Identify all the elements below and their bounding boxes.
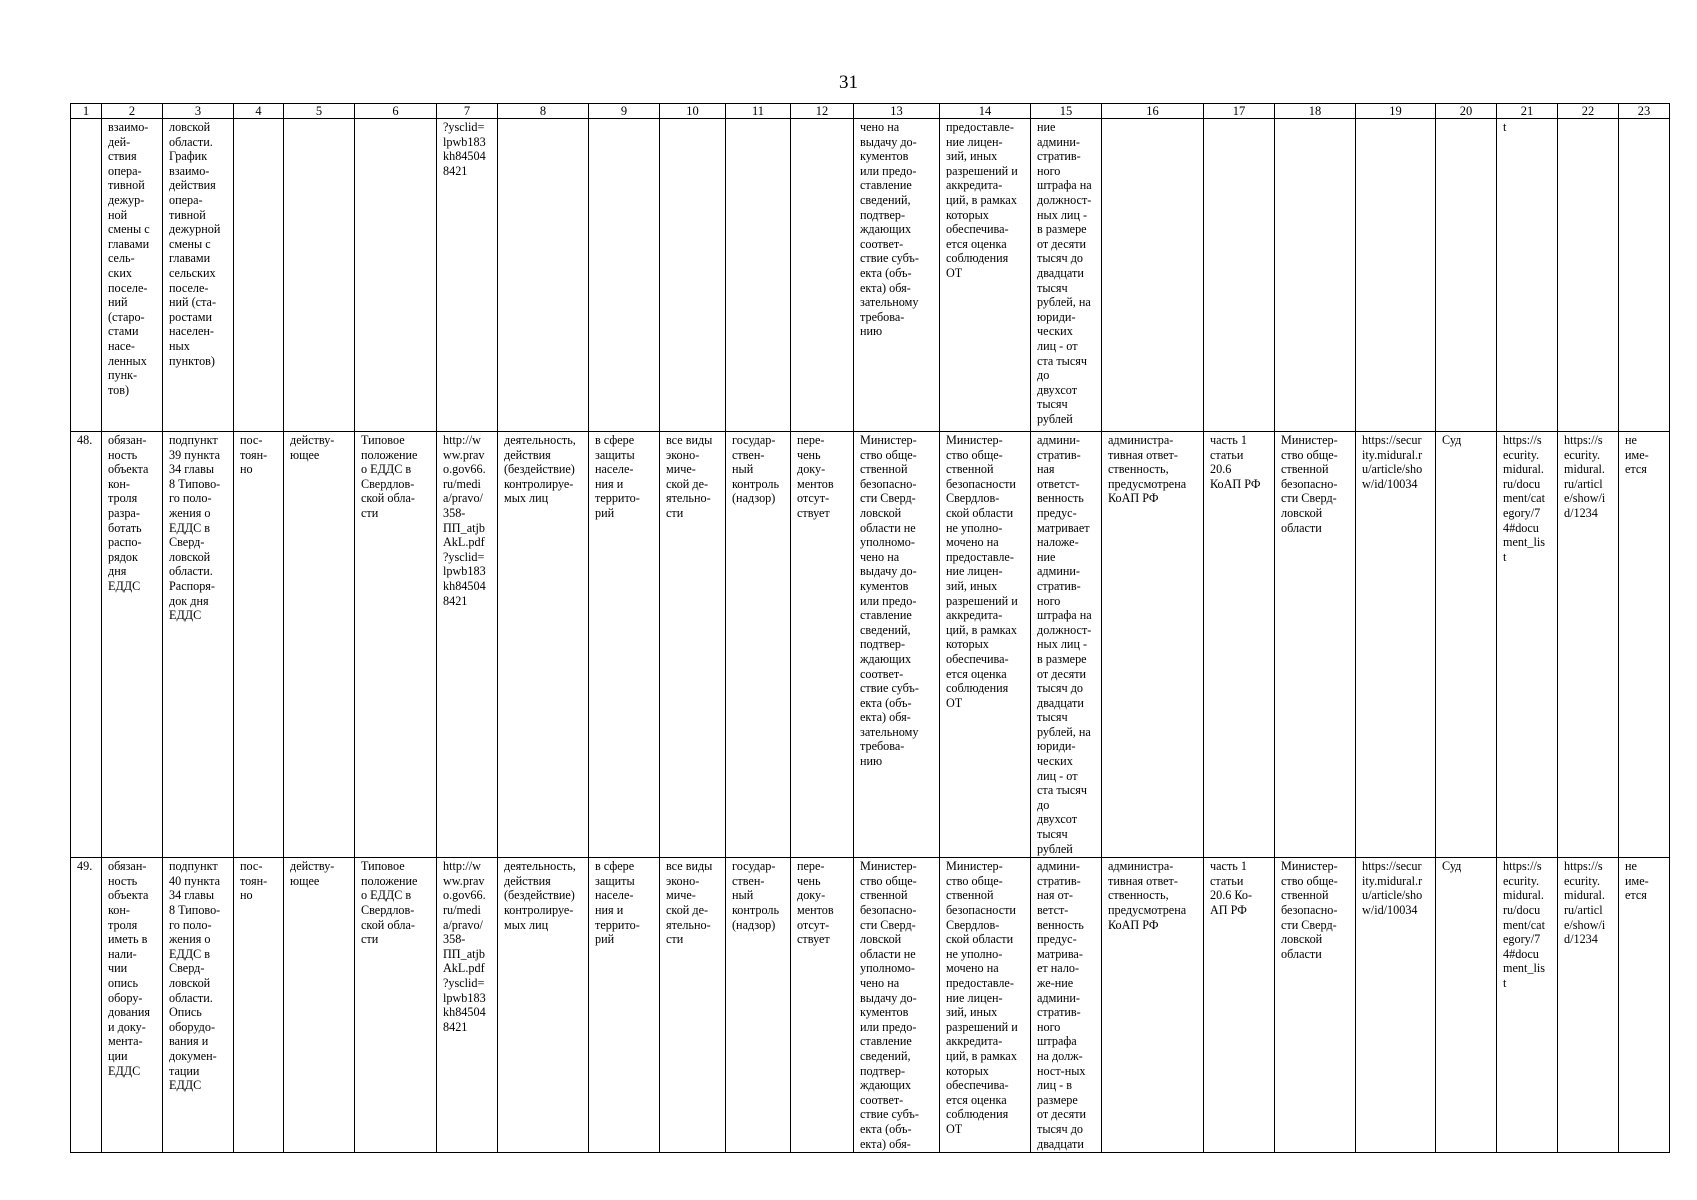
table-cell [589, 119, 660, 432]
cell-text: Суд [1442, 433, 1462, 447]
column-header: 23 [1619, 104, 1670, 119]
column-header: 3 [163, 104, 234, 119]
cell-text: предоставле- ние лицен- зий, иных разрешений и аккредита- ций, в рамках которых обеспечива- ется оценка соблюдения ОТ [946, 120, 1018, 280]
header-row [71, 104, 1670, 119]
row-number: 49. [77, 859, 93, 874]
cell-text: действу- ющее [290, 859, 335, 888]
cell-text: в сфере защиты населе- ния и террито- рий [595, 859, 640, 947]
column-header: 20 [1436, 104, 1497, 119]
table-cell [854, 119, 940, 432]
column-header: 4 [234, 104, 284, 119]
cell-text: все виды эконо- миче- ской де- ятельно- сти [666, 859, 713, 947]
cell-text: Министер- ство обще- ственной безопасно- сти Сверд- ловской области [1281, 859, 1338, 961]
cell-text: Министер- ство обще- ственной безопасно- сти Сверд- ловской области не уполномо- чено на выдачу до- кументов или предо- ставление сведений, подтвер- ждающих соответ- ствие субъ- екта (объ- екта) обя- [860, 859, 919, 1151]
table-cell [1436, 432, 1497, 858]
table-cell [437, 432, 498, 858]
table-cell [1275, 432, 1356, 858]
table-cell [163, 432, 234, 858]
cell-text: пос- тоян- но [240, 433, 268, 477]
table-cell [854, 858, 940, 1153]
column-header: 5 [284, 104, 355, 119]
cell-text: админи- стратив- ная от- ветст- венность предус- матрива- ет нало- же-ние админи- стратив- ного штрафа на долж- ност-ных лиц - в размере от десяти тысяч до двадцати [1037, 859, 1087, 1151]
cell-text: администра- тивная ответ- ственность, предусмотрена КоАП РФ [1108, 433, 1187, 506]
cell-text: пере- чень доку- ментов отсут- ствует [797, 433, 834, 520]
table-cell [1558, 119, 1619, 432]
cell-text: не име- ется [1625, 859, 1649, 903]
table-cell [660, 119, 726, 432]
table-cell [102, 432, 163, 858]
link-text: https://secur ity.midural.r u/article/sho w/id/10034 [1362, 433, 1423, 491]
table-row [71, 119, 1670, 432]
cell-text: взаимо- дей- ствия опера- тивной дежур- ной смены с главами сель- ских поселе- ний (старо- стами насе- ленных пунк- тов) [108, 120, 150, 397]
column-header: 15 [1031, 104, 1102, 119]
table-cell [498, 119, 589, 432]
column-header: 12 [791, 104, 854, 119]
table-cell [234, 858, 284, 1153]
table-cell [589, 432, 660, 858]
column-header: 6 [355, 104, 437, 119]
table-cell [284, 858, 355, 1153]
table-cell [284, 432, 355, 858]
cell-text: t [1503, 120, 1507, 134]
table-cell [1619, 432, 1670, 858]
table-cell [1619, 119, 1670, 432]
table-cell [284, 119, 355, 432]
cell-text: Типовое положение о ЕДДС в Свердлов- ской обла- сти [361, 433, 418, 520]
table-cell [1204, 119, 1275, 432]
table-cell [71, 119, 102, 432]
table-cell [1558, 858, 1619, 1153]
table-cell [940, 858, 1031, 1153]
table-cell [355, 858, 437, 1153]
table-row [71, 432, 1670, 858]
row-number: 48. [77, 433, 93, 447]
table-cell [1204, 432, 1275, 858]
page-number: 31 [839, 72, 858, 93]
table-cell [1436, 858, 1497, 1153]
cell-text: деятельность, действия (бездействие) контролируе- мых лиц [504, 433, 576, 506]
table-cell [355, 119, 437, 432]
column-header: 22 [1558, 104, 1619, 119]
column-header: 11 [726, 104, 791, 119]
table-cell [498, 858, 589, 1153]
table-cell [234, 432, 284, 858]
table-cell [71, 858, 102, 1153]
cell-text: Министер- ство обще- ственной безопасно- сти Сверд- ловской области [1281, 433, 1338, 535]
table-cell [726, 119, 791, 432]
link-text: https://s ecurity. midural. ru/articl e/show/i d/1234 [1564, 433, 1606, 520]
cell-text: часть 1 статьи 20.6 КоАП РФ [1210, 433, 1261, 491]
column-header: 8 [498, 104, 589, 119]
data-table [70, 103, 1670, 1153]
column-header: 13 [854, 104, 940, 119]
table-cell [355, 432, 437, 858]
table-cell [1497, 119, 1558, 432]
column-header: 9 [589, 104, 660, 119]
table-cell [791, 858, 854, 1153]
table-cell [437, 119, 498, 432]
table-cell [1619, 858, 1670, 1153]
cell-text: подпункт 39 пункта 34 главы 8 Типово- го поло- жения о ЕДДС в Сверд- ловской области. Распоря- док дня ЕДДС [169, 433, 221, 623]
table-cell [102, 858, 163, 1153]
link-text: http://w ww.prav o.gov66. ru/medi a/pravo/ 358- ПП_atjb AkL.pdf ?ysclid= lpwb183 kh84504 8421 [443, 859, 486, 1034]
table-cell [1356, 119, 1436, 432]
cell-text: Суд [1442, 859, 1462, 874]
column-header: 7 [437, 104, 498, 119]
cell-text: админи- стратив- ная ответст- венность предус- матривает наложе- ние админи- стратив- ного штрафа на должност- ных лиц - в размере от десяти тысяч до двадцати тысяч рублей, на юриди- ческих лиц - от ста тысяч до двухсот тысяч рублей [1037, 433, 1092, 856]
cell-text: не име- ется [1625, 433, 1649, 477]
column-header: 18 [1275, 104, 1356, 119]
link-text: https://s ecurity. midural. ru/docu ment/cat egory/7 4#docu ment_lis t [1503, 859, 1545, 990]
table-cell [791, 119, 854, 432]
cell-text: Министер- ство обще- ственной безопасности Свердлов- ской области не уполно- мочено на предоставле- ние лицен- зий, иных разрешений и аккредита- ций, в рамках которых обеспечива- ется оценка соблюдения ОТ [946, 433, 1018, 710]
cell-text: ?ysclid= lpwb183 kh84504 8421 [443, 120, 486, 178]
cell-text: обязан- ность объекта кон- троля иметь в нали- чии опись обору- дования и доку- мента- ции ЕДДС [108, 859, 150, 1078]
table-cell [1102, 858, 1204, 1153]
link-text: https://s ecurity. midural. ru/articl e/show/i d/1234 [1564, 859, 1606, 947]
column-header: 2 [102, 104, 163, 119]
column-header: 1 [71, 104, 102, 119]
column-header: 14 [940, 104, 1031, 119]
cell-text: действу- ющее [290, 433, 335, 462]
table-cell [1436, 119, 1497, 432]
table-cell [1031, 858, 1102, 1153]
table-cell [102, 119, 163, 432]
table-cell [1275, 119, 1356, 432]
column-header: 10 [660, 104, 726, 119]
cell-text: подпункт 40 пункта 34 главы 8 Типово- го поло- жения о ЕДДС в Сверд- ловской области. Опись оборудо- вания и докумен- тации ЕДДС [169, 859, 221, 1093]
cell-text: обязан- ность объекта кон- троля разра- ботать распо- рядок дня ЕДДС [108, 433, 149, 593]
table-cell [726, 432, 791, 858]
cell-text: деятельность, действия (бездействие) контролируе- мых лиц [504, 859, 576, 932]
table-cell [726, 858, 791, 1153]
table-cell [660, 432, 726, 858]
column-header: 17 [1204, 104, 1275, 119]
table-cell [163, 119, 234, 432]
link-text: http://w ww.prav o.gov66. ru/medi a/pravo/ 358- ПП_atjb AkL.pdf ?ysclid= lpwb183 kh84504 8421 [443, 433, 486, 608]
cell-text: чено на выдачу до- кументов или предо- ставление сведений, подтвер- ждающих соответ- ствие субъ- екта (объ- екта) обя- зательному требова- нию [860, 120, 919, 339]
table-cell [589, 858, 660, 1153]
cell-text: пос- тоян- но [240, 859, 268, 903]
table-cell [1275, 858, 1356, 1153]
table-cell [498, 432, 589, 858]
table-cell [71, 432, 102, 858]
table-cell [1204, 858, 1275, 1153]
table-cell [1102, 119, 1204, 432]
table-cell [854, 432, 940, 858]
cell-text: государ- ствен- ный контроль (надзор) [732, 859, 780, 932]
table-cell [940, 119, 1031, 432]
table-cell [163, 858, 234, 1153]
table-cell [1031, 432, 1102, 858]
cell-text: ние админи- стратив- ного штрафа на должност- ных лиц - в размере от десяти тысяч до двадцати тысяч рублей, на юриди- ческих лиц - от ста тысяч до двухсот тысяч рублей [1037, 120, 1092, 426]
table-cell [1356, 858, 1436, 1153]
cell-text: ловской области. График взаимо- действия опера- тивной дежурной смены с главами сельских поселе- ний (ста- ростами населен- ных пунктов) [169, 120, 221, 368]
table-cell [437, 858, 498, 1153]
cell-text: пере- чень доку- ментов отсут- ствует [797, 859, 834, 947]
table-cell [1102, 432, 1204, 858]
table-cell [1031, 119, 1102, 432]
table-cell [1558, 432, 1619, 858]
table-cell [791, 432, 854, 858]
link-text: https://secur ity.midural.r u/article/sho w/id/10034 [1362, 859, 1423, 917]
cell-text: Министер- ство обще- ственной безопасности Свердлов- ской области не уполно- мочено на предоставле- ние лицен- зий, иных разрешений и аккредита- ций, в рамках которых обеспечива- ется оценка соблюдения ОТ [946, 859, 1018, 1136]
table-cell [234, 119, 284, 432]
cell-text: все виды эконо- миче- ской де- ятельно- сти [666, 433, 713, 520]
link-text: https://s ecurity. midural. ru/docu ment/cat egory/7 4#docu ment_lis t [1503, 433, 1545, 564]
cell-text: часть 1 статьи 20.6 Ко- АП РФ [1210, 859, 1253, 917]
column-header: 19 [1356, 104, 1436, 119]
cell-text: государ- ствен- ный контроль (надзор) [732, 433, 780, 506]
cell-text: Министер- ство обще- ственной безопасно- сти Сверд- ловской области не уполномо- чено на выдачу до- кументов или предо- ставление сведений, подтвер- ждающих соответ- ствие субъ- екта (объ- екта) обя- зательному требова- нию [860, 433, 919, 769]
column-header: 21 [1497, 104, 1558, 119]
table-cell [660, 858, 726, 1153]
table-cell [1356, 432, 1436, 858]
column-header: 16 [1102, 104, 1204, 119]
cell-text: администра- тивная ответ- ственность, предусмотрена КоАП РФ [1108, 859, 1187, 932]
table-row [71, 858, 1670, 1153]
cell-text: в сфере защиты населе- ния и террито- рий [595, 433, 640, 520]
table-cell [1497, 858, 1558, 1153]
table-cell [1497, 432, 1558, 858]
table-cell [940, 432, 1031, 858]
cell-text: Типовое положение о ЕДДС в Свердлов- ской обла- сти [361, 859, 418, 947]
